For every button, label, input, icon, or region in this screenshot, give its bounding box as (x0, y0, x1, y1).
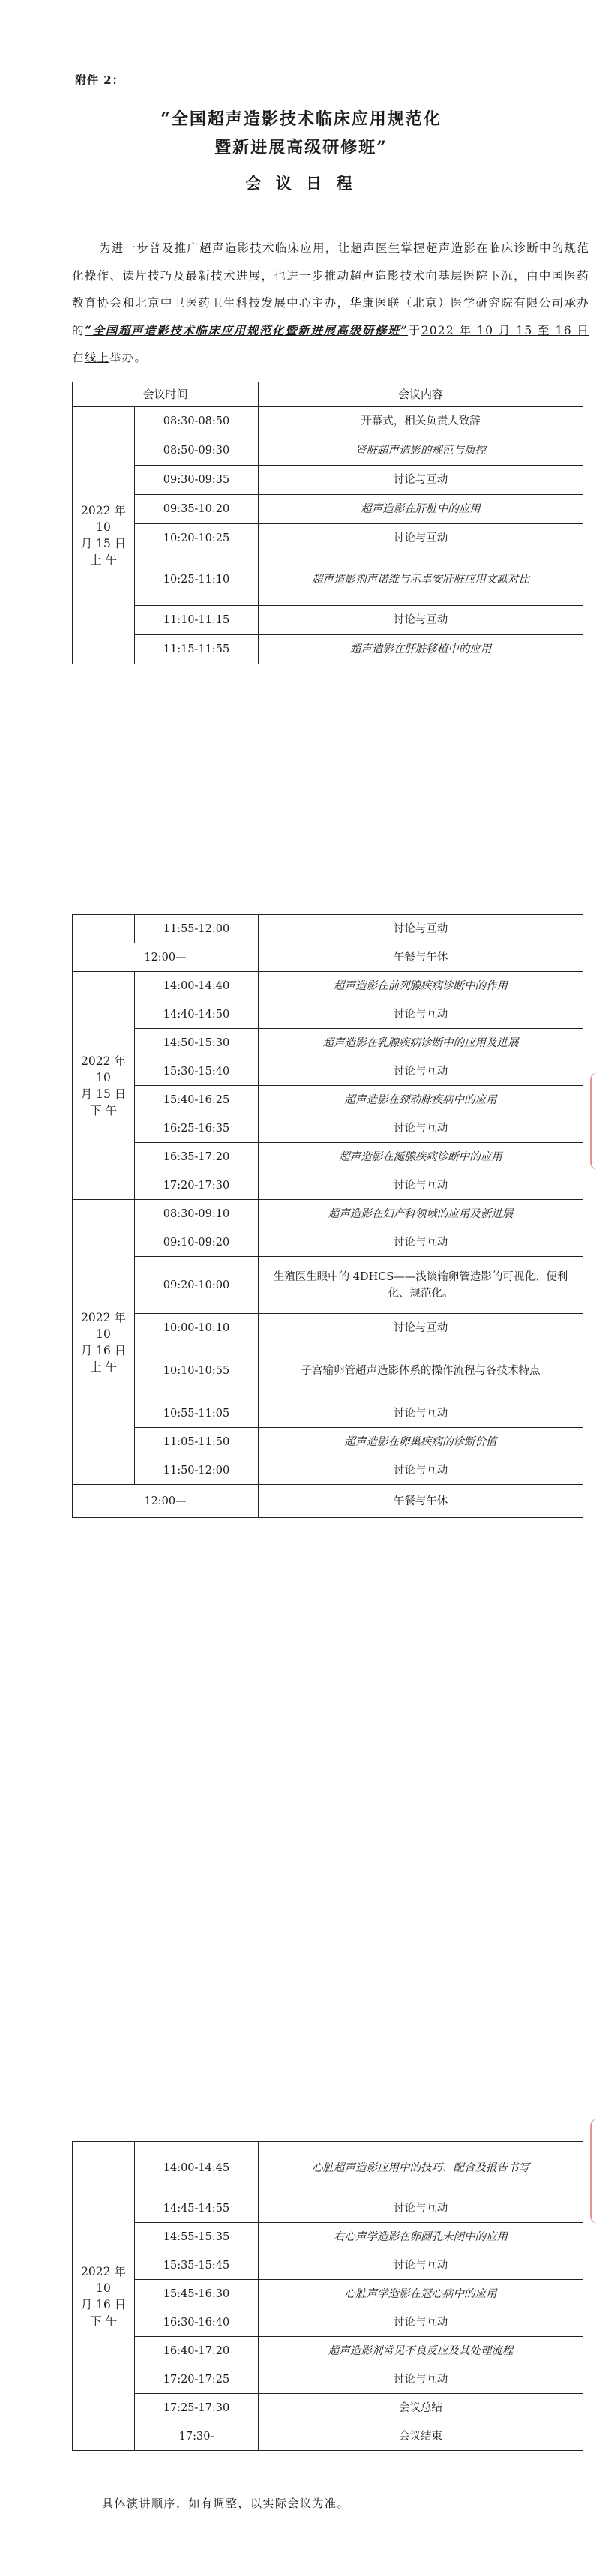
table-row (73, 2308, 583, 2337)
content-cell: 讨论与互动 (259, 2251, 583, 2280)
table-row (73, 2394, 583, 2422)
time-cell: 10:10-10:55 (135, 1342, 259, 1399)
content-cell: 讨论与互动 (259, 1000, 583, 1029)
content-cell: 午餐与午休 (259, 1485, 583, 1518)
time-cell: 14:00-14:45 (135, 2142, 259, 2194)
table-row (73, 436, 583, 466)
content-cell: 讨论与互动 (259, 915, 583, 943)
agenda-heading: 会 议 日 程 (245, 174, 357, 193)
time-cell: 14:00-14:40 (135, 972, 259, 1000)
time-cell: 09:35-10:20 (135, 495, 259, 524)
time-cell: 16:30-16:40 (135, 2308, 259, 2337)
time-cell: 08:30-08:50 (135, 407, 259, 436)
table-row (73, 1342, 583, 1399)
content-cell: 超声造影在卵巢疾病的诊断价值 (259, 1428, 583, 1456)
intro-text-4: 举办。 (109, 351, 148, 364)
content-cell: 心脏超声造影应用中的技巧、配合及报告书写 (259, 2142, 583, 2194)
content-cell: 讨论与互动 (259, 1228, 583, 1257)
content-cell: 讨论与互动 (259, 606, 583, 635)
footer-note: 具体演讲顺序，如有调整，以实际会议为准。 (102, 2497, 350, 2510)
table-row (73, 635, 583, 664)
table-row (73, 2142, 583, 2194)
table-row (73, 2365, 583, 2394)
time-cell: 15:30-15:40 (135, 1057, 259, 1086)
content-cell: 会议结束 (259, 2422, 583, 2451)
table-row (73, 1485, 583, 1518)
content-cell: 心脏声学造影在冠心病中的应用 (259, 2280, 583, 2308)
session-line: 下 午 (90, 1103, 117, 1117)
schedule-table-oct15-pm (72, 914, 583, 1200)
content-cell: 讨论与互动 (259, 1456, 583, 1485)
page-title-line-2: 暨新进展高级研修班” (214, 138, 388, 157)
time-cell: 12:00— (73, 943, 259, 972)
time-cell: 08:30-09:10 (135, 1200, 259, 1228)
time-cell: 17:30- (135, 2422, 259, 2451)
content-cell: 超声造影在涎腺疾病诊断中的应用 (259, 1143, 583, 1171)
table-row (73, 1171, 583, 1200)
time-cell: 17:20-17:25 (135, 2365, 259, 2394)
session-cell-empty (73, 915, 135, 943)
content-cell: 超声造影在肝脏中的应用 (259, 495, 583, 524)
content-cell: 右心声学造影在卵圆孔未闭中的应用 (259, 2223, 583, 2251)
table-row (73, 1200, 583, 1228)
content-cell: 超声造影剂常见不良反应及其处理流程 (259, 2337, 583, 2365)
content-cell: 超声造影在妇产科领域的应用及新进展 (259, 1200, 583, 1228)
table-row (73, 1143, 583, 1171)
table-row (73, 1456, 583, 1485)
content-cell: 讨论与互动 (259, 2308, 583, 2337)
intro-text-3: 在 (72, 351, 85, 364)
schedule-table-oct16-pm (72, 2141, 583, 2451)
table-row (73, 1086, 583, 1114)
table-row (73, 915, 583, 943)
time-cell: 14:40-14:50 (135, 1000, 259, 1029)
table-row (73, 606, 583, 635)
content-cell: 讨论与互动 (259, 1399, 583, 1428)
table-row (73, 972, 583, 1000)
header-time: 会议时间 (73, 382, 259, 407)
session-line: 2022 年 10 (81, 504, 126, 534)
intro-text-1: 为进一步普及推广超声造影技术临床应用，让超声医生掌握超声造影在临床诊断中的规范化操作、读片技巧及最新技术进展，也进一步推动超声造影技术向基层医院下沉，由中国医药教育协会和北京中卫医药卫生科技发展中心主办，华康医联（北京）医学研究院有限公司承办的 (72, 241, 589, 337)
time-cell: 16:40-17:20 (135, 2337, 259, 2365)
time-cell: 17:25-17:30 (135, 2394, 259, 2422)
time-cell: 10:55-11:05 (135, 1399, 259, 1428)
table-row (73, 1029, 583, 1057)
event-venue: 线上 (84, 351, 110, 364)
session-label-oct16-pm (73, 2142, 135, 2451)
time-cell: 09:20-10:00 (135, 1257, 259, 1314)
content-cell: 讨论与互动 (259, 2365, 583, 2394)
content-cell: 超声造影在乳腺疾病诊断中的应用及进展 (259, 1029, 583, 1057)
table-row (73, 2251, 583, 2280)
table-row (73, 495, 583, 524)
time-cell: 11:55-12:00 (135, 915, 259, 943)
time-cell: 11:05-11:50 (135, 1428, 259, 1456)
time-cell: 16:25-16:35 (135, 1114, 259, 1143)
session-line: 2022 年 10 (81, 1310, 126, 1341)
table-row (73, 407, 583, 436)
content-cell: 子宫输卵管超声造影体系的操作流程与各技术特点 (259, 1342, 583, 1399)
session-line: 上 午 (90, 1360, 117, 1374)
content-cell: 讨论与互动 (259, 524, 583, 553)
content-cell: 生殖医生眼中的 4DHCS——浅谈输卵管造影的可视化、便利化、规范化。 (259, 1257, 583, 1314)
session-line: 上 午 (90, 553, 117, 567)
intro-text-2: 于 (408, 323, 421, 337)
table-row (73, 1257, 583, 1314)
table-row (73, 466, 583, 495)
page-title-line-1: “全国超声造影技术临床应用规范化 (160, 109, 442, 129)
content-cell: 讨论与互动 (259, 2194, 583, 2223)
schedule-table-oct16-am (72, 1199, 583, 1518)
table-row (73, 1428, 583, 1456)
time-cell: 08:50-09:30 (135, 436, 259, 466)
time-cell: 11:15-11:55 (135, 635, 259, 664)
content-cell: 讨论与互动 (259, 1114, 583, 1143)
session-line: 月 16 日 (80, 2297, 127, 2311)
session-line: 月 15 日 (80, 1087, 127, 1101)
table-row (73, 2194, 583, 2223)
session-line: 月 16 日 (80, 1343, 127, 1357)
table-row (73, 553, 583, 606)
session-line: 月 15 日 (80, 537, 127, 550)
table-row (73, 2280, 583, 2308)
content-cell: 讨论与互动 (259, 1171, 583, 1200)
time-cell: 10:25-11:10 (135, 553, 259, 606)
table-row (73, 1399, 583, 1428)
time-cell: 09:30-09:35 (135, 466, 259, 495)
time-cell: 12:00— (73, 1485, 259, 1518)
session-line: 2022 年 10 (81, 2264, 126, 2295)
time-cell: 11:10-11:15 (135, 606, 259, 635)
session-label-oct15-am (73, 407, 135, 664)
time-cell: 10:20-10:25 (135, 524, 259, 553)
time-cell: 14:50-15:30 (135, 1029, 259, 1057)
content-cell: 开幕式，相关负责人致辞 (259, 407, 583, 436)
session-line: 下 午 (90, 2314, 117, 2328)
table-header-row (73, 382, 583, 407)
time-cell: 17:20-17:30 (135, 1171, 259, 1200)
table-row (73, 2337, 583, 2365)
content-cell: 讨论与互动 (259, 1057, 583, 1086)
time-cell: 15:35-15:45 (135, 2251, 259, 2280)
time-cell: 15:40-16:25 (135, 1086, 259, 1114)
seal-mark-top (590, 1072, 602, 1170)
intro-paragraph (72, 235, 589, 372)
time-cell: 11:50-12:00 (135, 1456, 259, 1485)
table-row (73, 2223, 583, 2251)
content-cell: 会议总结 (259, 2394, 583, 2422)
session-label-oct16-am (73, 1200, 135, 1485)
table-row (73, 1228, 583, 1257)
table-row (73, 1000, 583, 1029)
course-name: “全国超声造影技术临床应用规范化暨新进展高级研修班” (85, 322, 409, 337)
content-cell: 午餐与午休 (259, 943, 583, 972)
header-content: 会议内容 (259, 382, 583, 407)
time-cell: 10:00-10:10 (135, 1314, 259, 1342)
time-cell: 09:10-09:20 (135, 1228, 259, 1257)
attachment-label: 附件 2： (75, 73, 124, 87)
table-row (73, 1057, 583, 1086)
schedule-table-oct15-am (72, 382, 583, 664)
session-label-oct15-pm (73, 972, 135, 1200)
content-cell: 超声造影在颈动脉疾病中的应用 (259, 1086, 583, 1114)
content-cell: 讨论与互动 (259, 466, 583, 495)
time-cell: 14:55-15:35 (135, 2223, 259, 2251)
content-cell: 超声造影剂声诺维与示卓安肝脏应用文献对比 (259, 553, 583, 606)
content-cell: 肾脏超声造影的规范与质控 (259, 436, 583, 466)
time-cell: 14:45-14:55 (135, 2194, 259, 2223)
time-cell: 16:35-17:20 (135, 1143, 259, 1171)
event-date: 2022 年 10 月 15 至 16 日 (421, 323, 590, 337)
table-row (73, 1114, 583, 1143)
content-cell: 超声造影在肝脏移植中的应用 (259, 635, 583, 664)
table-row (73, 943, 583, 972)
table-row (73, 2422, 583, 2451)
session-line: 2022 年 10 (81, 1054, 126, 1084)
content-cell: 超声造影在前列腺疾病诊断中的作用 (259, 972, 583, 1000)
content-cell: 讨论与互动 (259, 1314, 583, 1342)
seal-mark-bottom (590, 2119, 602, 2224)
time-cell: 15:45-16:30 (135, 2280, 259, 2308)
table-row (73, 1314, 583, 1342)
table-row (73, 524, 583, 553)
